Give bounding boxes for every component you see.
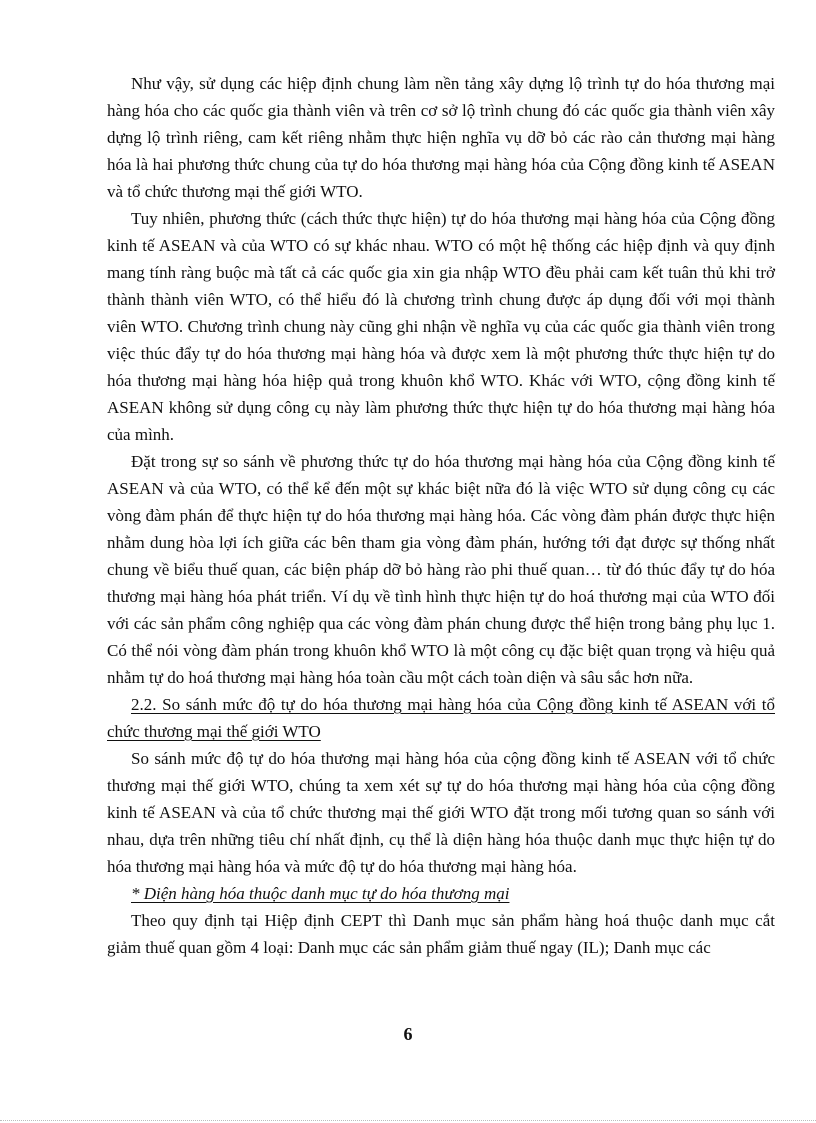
subsection-heading: * Diện hàng hóa thuộc danh mục tự do hóa thương mại xyxy=(131,884,510,903)
page-number: 6 xyxy=(403,1024,413,1044)
page-bottom-edge xyxy=(0,1120,816,1122)
paragraph-1: Như vậy, sử dụng các hiệp định chung làm nền tảng xây dựng lộ trình tự do hóa thương mại hàng hóa cho các quốc gia thành viên và trên cơ sở lộ trình chung đó các quốc gia thành viên xây dựng lộ trình riêng, cam kết riêng nhằm thực hiện nghĩa vụ dỡ bỏ các rào cản thương mại hàng hóa là hai phương thức chung của tự do hóa thương mại hàng hóa của Cộng đồng kinh tế ASEAN và tổ chức thương mại thế giới WTO. xyxy=(107,74,775,201)
section-heading: 2.2. So sánh mức độ tự do hóa thương mại hàng hóa của Cộng đồng kinh tế ASEAN với tổ chức thương mại thế giới WTO xyxy=(107,695,775,741)
section-paragraph: So sánh mức độ tự do hóa thương mại hàng hóa của cộng đồng kinh tế ASEAN với tổ chức thương mại thế giới WTO, chúng ta xem xét sự tự do hóa thương mại hàng hóa của cộng đồng kinh tế ASEAN và của tổ chức thương mại thế giới WTO đặt trong mối tương quan so sánh với nhau, dựa trên những tiêu chí nhất định, cụ thể là diện hàng hóa thuộc danh mục thực hiện tự do hóa thương mại hàng hóa và mức độ tự do hóa thương mại hàng hóa. xyxy=(107,749,775,876)
paragraph-3: Đặt trong sự so sánh về phương thức tự do hóa thương mại hàng hóa của Cộng đồng kinh tế ASEAN và của WTO, có thể kể đến một sự khác biệt nữa đó là việc WTO sử dụng công cụ các vòng đàm phán để thực hiện tự do hóa thương mại hàng hóa. Các vòng đàm phán được thực hiện nhằm dung hòa lợi ích giữa các bên tham gia vòng đàm phán, hướng tới đạt được sự thống nhất chung về biểu thuế quan, các biện pháp dỡ bỏ hàng rào phi thuế quan… từ đó thúc đẩy tự do hóa thương mại hàng hóa phát triển. Ví dụ về tình hình thực hiện tự do hoá thương mại của WTO đối với các sản phẩm công nghiệp qua các vòng đàm phán chung được thể hiện trong bảng phụ lục 1. Có thể nói vòng đàm phán trong khuôn khổ WTO là một công cụ đặc biệt quan trọng và hiệu quả nhằm tự do hoá thương mại hàng hóa toàn cầu một cách toàn diện và sâu sắc hơn nữa. xyxy=(107,452,775,687)
final-paragraph: Theo quy định tại Hiệp định CEPT thì Danh mục sản phẩm hàng hoá thuộc danh mục cắt giảm thuế quan gồm 4 loại: Danh mục các sản phẩm giảm thuế ngay (IL); Danh mục các xyxy=(107,911,775,957)
paragraph-2: Tuy nhiên, phương thức (cách thức thực hiện) tự do hóa thương mại hàng hóa của Cộng đồng kinh tế ASEAN và của WTO có sự khác nhau. WTO có một hệ thống các hiệp định và quy định mang tính ràng buộc mà tất cả các quốc gia xin gia nhập WTO đều phải cam kết tuân thủ khi trở thành thành viên WTO, có thể hiểu đó là chương trình chung được áp dụng đối với mọi thành viên WTO. Chương trình chung này cũng ghi nhận về nghĩa vụ của các quốc gia thành viên trong việc thúc đẩy tự do hóa thương mại hàng hóa và được xem là một phương thức thực hiện tự do hóa thương mại hàng hóa hiệp quả trong khuôn khổ WTO. Khác với WTO, cộng đồng kinh tế ASEAN không sử dụng công cụ này làm phương thức thực hiện tự do hóa thương mại hàng hóa của mình. xyxy=(107,209,775,444)
document-body xyxy=(107,70,775,961)
